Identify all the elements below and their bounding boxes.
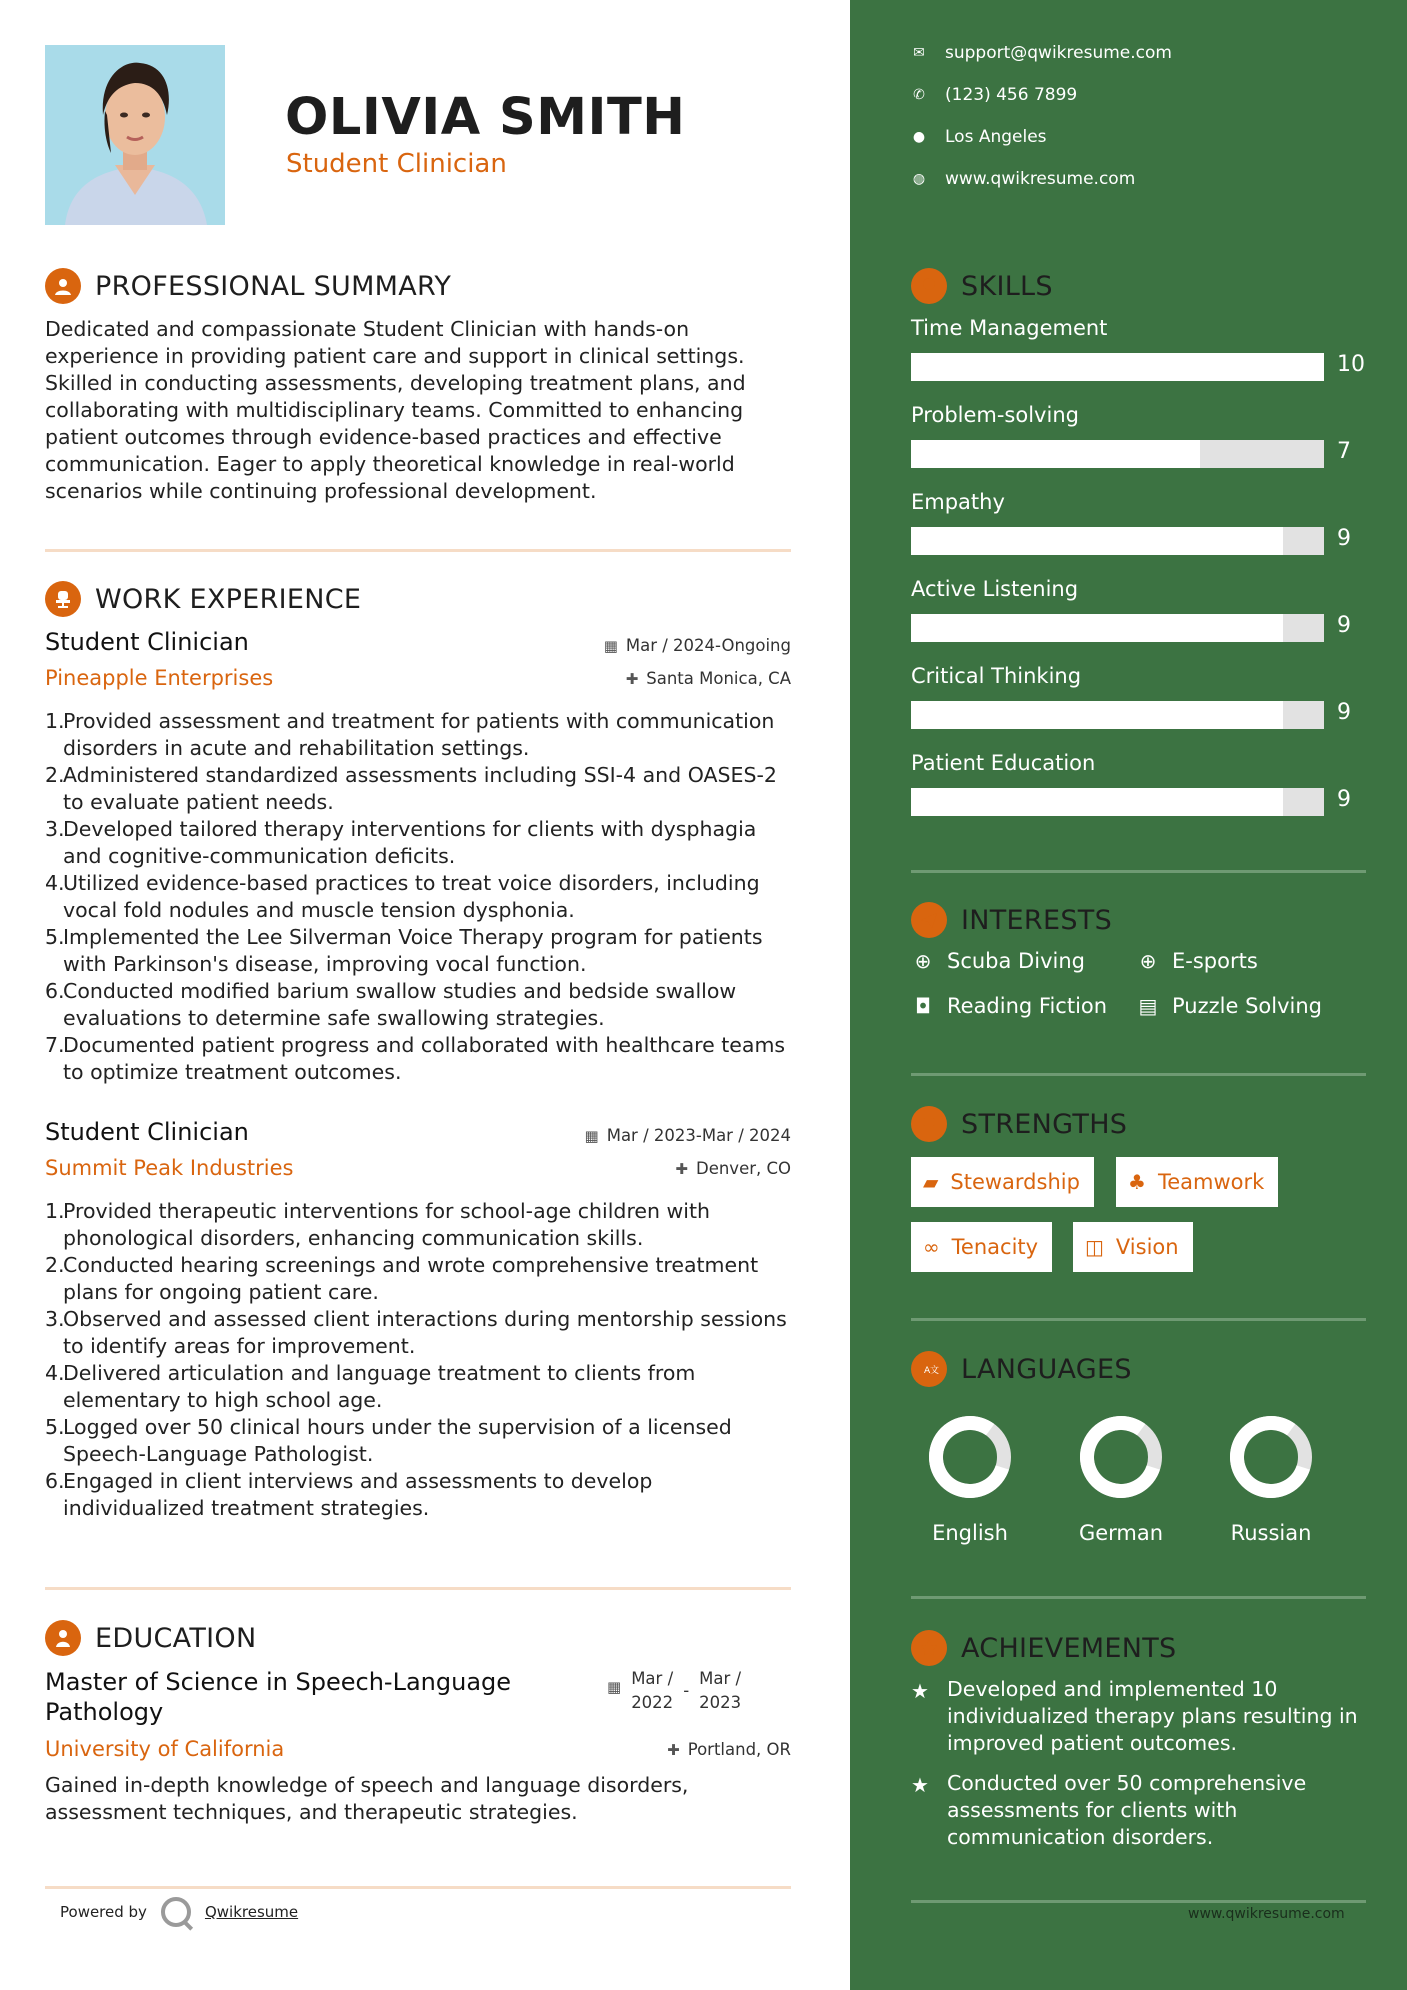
svg-text:A: A xyxy=(924,1366,931,1376)
job-date-text: Mar / 2024-Ongoing xyxy=(625,636,791,655)
contact-website xyxy=(911,169,1135,189)
pin-icon: ✚ xyxy=(625,669,639,688)
job-date-text: Mar / 2023-Mar / 2024 xyxy=(606,1126,791,1145)
profile-photo xyxy=(45,45,225,225)
skill-label: Patient Education xyxy=(911,751,1096,775)
list-item: 4. Delivered articulation and language treatment to clients from elementary to high school age. xyxy=(45,1361,696,1412)
achievement-item: ★ Developed and implemented 10 individualized therapy plans resulting in improved patient outcomes. xyxy=(911,1677,1358,1755)
job-title: Student Clinician xyxy=(45,628,249,656)
list-item: 2. Administered standardized assessments including SSI-4 and OASES-2 to evaluate patient needs. xyxy=(45,763,777,814)
language-item xyxy=(895,1415,1045,1545)
chair-icon xyxy=(45,581,81,617)
section-divider xyxy=(911,1596,1366,1599)
skill-value: 9 xyxy=(1337,613,1351,638)
languages-title: LANGUAGES xyxy=(961,1353,1132,1385)
strengths-title: STRENGTHS xyxy=(961,1108,1128,1140)
footer-site[interactable]: www.qwikresume.com xyxy=(1188,1906,1345,1922)
strength-tag: ▰ Stewardship xyxy=(911,1157,1094,1207)
contact-email xyxy=(911,43,1172,63)
map-marker-icon: ● xyxy=(912,129,926,145)
job-location-text: Santa Monica, CA xyxy=(646,669,791,688)
strength-tag: ◫ Vision xyxy=(1073,1222,1193,1272)
graduation-icon xyxy=(45,1620,81,1656)
skills-title: SKILLS xyxy=(961,270,1053,302)
job-title: Student Clinician xyxy=(45,1118,249,1146)
date-dash: - xyxy=(683,1681,690,1700)
powered-by-text: Powered by xyxy=(60,1903,147,1921)
skill-bar xyxy=(911,701,1324,729)
language-level-donut xyxy=(1079,1415,1163,1499)
language-level-donut xyxy=(928,1415,1012,1499)
skill-value: 10 xyxy=(1337,352,1365,377)
briefcase-icon: ▰ xyxy=(923,1170,939,1194)
end-year: 2023 xyxy=(699,1693,742,1712)
calendar-icon: ▦ xyxy=(607,1678,622,1696)
shooting-star-icon: ★ xyxy=(911,1773,929,1797)
skill-bar xyxy=(911,614,1324,642)
interest-item: ▤ Puzzle Solving xyxy=(1136,994,1322,1018)
achievements-title: ACHIEVEMENTS xyxy=(961,1632,1177,1664)
lifebuoy-icon: ⊕ xyxy=(1139,949,1157,973)
email-text[interactable]: support@qwikresume.com xyxy=(945,43,1172,63)
candidate-role: Student Clinician xyxy=(286,149,507,179)
footer-powered-by xyxy=(60,1897,298,1927)
users-icon: ♣ xyxy=(1128,1170,1146,1194)
summary-text: Dedicated and compassionate Student Clinician with hands-on experience in providing patient care and support in clinical settings. Skilled in conducting assessments, developing treatment plans, and collaborating with multidisciplinary teams. Committed to enhancing patient outcomes through evidence-based practices and effective communication. Eager to apply theoretical knowledge in real-world scenarios while continuing professional development. xyxy=(45,317,746,503)
job-date xyxy=(585,1126,791,1145)
achievement-item: ★ Conducted over 50 comprehensive assessments for clients with communication disorders. xyxy=(911,1771,1307,1849)
job-location xyxy=(626,669,791,688)
list-item: 4. Utilized evidence-based practices to treat voice disorders, including vocal fold nodules and muscle tension dysphonia. xyxy=(45,871,760,922)
qwikresume-link[interactable]: Qwikresume xyxy=(204,1903,299,1921)
language-icon xyxy=(911,1351,947,1387)
user-icon xyxy=(45,268,81,304)
candidate-name: OLIVIA SMITH xyxy=(285,88,686,147)
fist-icon xyxy=(911,1106,947,1142)
skill-bar xyxy=(911,527,1324,555)
list-item: 3. Developed tailored therapy interventions for clients with dysphagia and cognitive-communication deficits. xyxy=(45,817,757,868)
start-year: 2022 xyxy=(631,1693,674,1712)
pin-icon: ✚ xyxy=(667,1740,680,1759)
strength-tag: ∞ Tenacity xyxy=(911,1222,1052,1272)
interest-item: ⊕ Scuba Diving xyxy=(911,949,1085,973)
language-item xyxy=(1196,1415,1346,1545)
skill-bar xyxy=(911,440,1324,468)
languages-heading xyxy=(911,1351,1132,1387)
skill-value: 7 xyxy=(1337,439,1351,464)
binoculars-icon: ◫ xyxy=(1085,1235,1104,1259)
skill-label: Problem-solving xyxy=(911,403,1079,427)
school-name: University of California xyxy=(45,1737,285,1761)
job-company: Pineapple Enterprises xyxy=(45,666,274,690)
interests-title: INTERESTS xyxy=(961,904,1113,936)
job-bullets xyxy=(45,1198,795,1522)
achievements-heading xyxy=(911,1630,1177,1666)
list-item: 6. Engaged in client interviews and assessments to develop individualized treatment strategies. xyxy=(45,1469,653,1520)
strength-tag: ♣ Teamwork xyxy=(1116,1157,1278,1207)
education-title: EDUCATION xyxy=(95,1622,257,1654)
skill-bar-fill xyxy=(911,440,1200,468)
language-name: German xyxy=(1078,1521,1164,1545)
job-company: Summit Peak Industries xyxy=(45,1156,294,1180)
list-item: 1. Provided therapeutic interventions for school-age children with phonological disorders, enhancing communication skills. xyxy=(45,1199,711,1250)
language-name: English xyxy=(932,1521,1008,1545)
lifebuoy-icon: ⊕ xyxy=(914,949,932,973)
svg-text:文: 文 xyxy=(930,1366,940,1376)
skill-bar-fill xyxy=(911,788,1283,816)
skills-heading xyxy=(911,268,1053,304)
skill-label: Time Management xyxy=(911,316,1108,340)
start-month: Mar / xyxy=(631,1669,674,1688)
location-text: Los Angeles xyxy=(945,127,1047,147)
phone-icon: ✆ xyxy=(913,87,925,103)
education-description: Gained in-depth knowledge of speech and language disorders, assessment techniques, and therapeutic strategies. xyxy=(45,1773,689,1824)
interest-item: ⊕ E-sports xyxy=(1136,949,1258,973)
section-divider xyxy=(911,870,1366,873)
skill-bar-fill xyxy=(911,527,1283,555)
summary-heading xyxy=(45,268,451,304)
envelope-icon: ✉ xyxy=(913,45,925,61)
language-item xyxy=(1046,1415,1196,1545)
book-icon: ▤ xyxy=(1138,994,1158,1018)
section-divider xyxy=(911,1073,1366,1076)
calendar-icon: ▦ xyxy=(584,1126,599,1145)
website-text[interactable]: www.qwikresume.com xyxy=(945,169,1136,189)
skill-value: 9 xyxy=(1337,526,1351,551)
experience-title: WORK EXPERIENCE xyxy=(95,583,362,615)
summary-title: PROFESSIONAL SUMMARY xyxy=(95,270,452,302)
skill-bar xyxy=(911,353,1324,381)
section-divider xyxy=(911,1900,1366,1903)
list-item: 2. Conducted hearing screenings and wrote comprehensive treatment plans for ongoing patient care. xyxy=(45,1253,759,1304)
list-item: 7. Documented patient progress and collaborated with healthcare teams to optimize treatment outcomes. xyxy=(45,1033,786,1084)
list-item: 1. Provided assessment and treatment for patients with communication disorders in acute and rehabilitation settings. xyxy=(45,709,775,760)
skill-label: Active Listening xyxy=(911,577,1079,601)
section-divider xyxy=(45,549,791,552)
language-name: Russian xyxy=(1230,1521,1312,1545)
section-divider xyxy=(911,1318,1366,1321)
education-heading xyxy=(45,1620,256,1656)
link-icon: ∞ xyxy=(923,1235,940,1259)
education-dates xyxy=(607,1667,741,1715)
qwikresume-logo-icon xyxy=(161,1897,191,1927)
job-date xyxy=(604,636,791,655)
gamepad-icon: ◘ xyxy=(915,994,931,1018)
list-item: 6. Conducted modified barium swallow studies and bedside swallow evaluations to determine safe swallowing strategies. xyxy=(45,979,737,1030)
interest-item: ◘ Reading Fiction xyxy=(911,994,1107,1018)
paper-plane-icon xyxy=(911,902,947,938)
skill-bar-fill xyxy=(911,353,1324,381)
globe-icon: ◍ xyxy=(912,171,926,187)
shooting-star-icon: ★ xyxy=(911,1679,929,1703)
list-item: 5. Implemented the Lee Silverman Voice Therapy program for patients with Parkinson's disease, improving vocal function. xyxy=(45,925,763,976)
skill-value: 9 xyxy=(1337,787,1351,812)
degree-title: Master of Science in Speech-Language Pathology xyxy=(45,1668,512,1726)
section-divider xyxy=(45,1886,791,1889)
interests-heading xyxy=(911,902,1112,938)
strengths-heading xyxy=(911,1106,1127,1142)
skill-label: Empathy xyxy=(911,490,1005,514)
calendar-icon: ▦ xyxy=(603,636,618,655)
list-item: 3. Observed and assessed client interactions during mentorship sessions to identify areas for improvement. xyxy=(45,1307,787,1358)
education-location xyxy=(667,1740,791,1759)
contact-location xyxy=(911,127,1047,147)
section-divider xyxy=(45,1587,791,1590)
star-badge-icon xyxy=(911,1630,947,1666)
job-location-text: Denver, CO xyxy=(695,1159,791,1178)
skill-bar-fill xyxy=(911,701,1283,729)
job-location xyxy=(675,1159,791,1178)
end-month: Mar / xyxy=(699,1669,742,1688)
education-location-text: Portland, OR xyxy=(687,1740,791,1759)
skill-bar xyxy=(911,788,1324,816)
language-level-donut xyxy=(1229,1415,1313,1499)
pin-icon: ✚ xyxy=(675,1159,688,1178)
phone-text: (123) 456 7899 xyxy=(945,85,1078,105)
job-bullets xyxy=(45,708,795,1086)
lightbulb-icon xyxy=(911,268,947,304)
experience-heading xyxy=(45,581,361,617)
skill-bar-fill xyxy=(911,614,1283,642)
list-item: 5. Logged over 50 clinical hours under the supervision of a licensed Speech-Language Pathologist. xyxy=(45,1415,732,1466)
contact-phone xyxy=(911,85,1077,105)
skill-value: 9 xyxy=(1337,700,1351,725)
skill-label: Critical Thinking xyxy=(911,664,1082,688)
